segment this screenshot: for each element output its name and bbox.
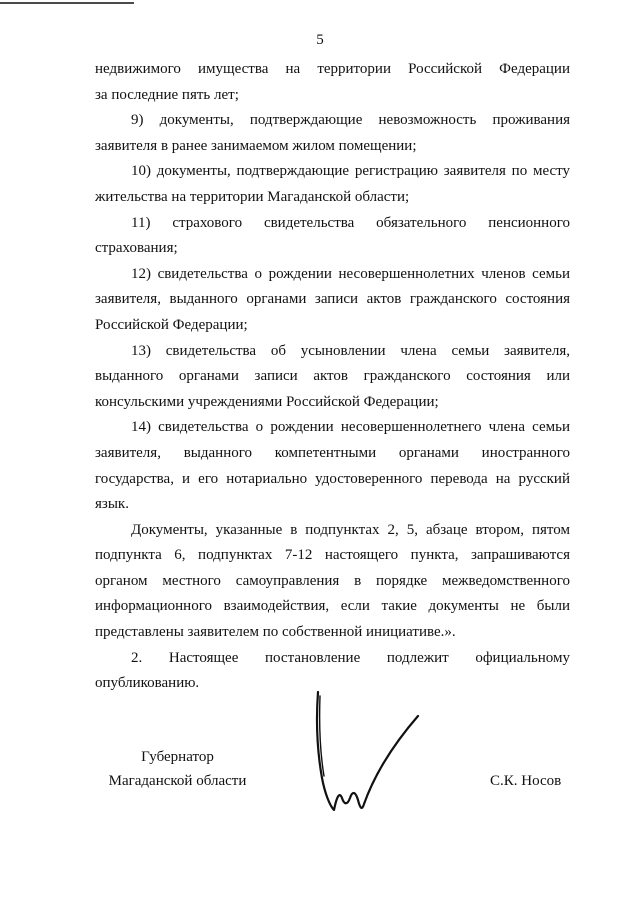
paragraph-publication: 2. Настоящее постановление подлежит официальному опубликованию. <box>95 649 570 692</box>
paragraph-item-12: 12) свидетельства о рождении несовершеннолетних членов семьи заявителя, выданного органами записи актов гражданского состояния Российской Федерации; <box>95 265 570 333</box>
signatory-title-line-1: Губернатор <box>141 749 214 765</box>
paragraph-item-14: 14) свидетельства о рождении несовершеннолетнего члена семьи заявителя, выданного компетентными органами иностранного государства, и его нотариально удостоверенного перевода на русский язык. <box>95 419 570 513</box>
signatory-title <box>95 745 260 793</box>
signatory-name: С.К. Носов <box>490 773 562 789</box>
paragraph-item-10: 10) документы, подтверждающие регистрацию заявителя по месту жительства на территории Магаданской области; <box>95 163 570 205</box>
signatory-title-line-2: Магаданской области <box>108 773 247 789</box>
top-rule <box>0 2 134 4</box>
paragraph-item-11: 11) страхового свидетельства обязательного пенсионного страхования; <box>95 214 570 257</box>
page-number: 5 <box>316 32 324 48</box>
paragraph-documents-request: Документы, указанные в подпунктах 2, 5, абзаце втором, пятом подпункта 6, подпунктах 7-12 настоящего пункта, запрашиваются органом местного самоуправления в порядке межведомственного информационного взаимодействия, если такие документы не были представлены заявителем по собственной инициативе.». <box>95 521 570 641</box>
paragraph-item-13: 13) свидетельства об усыновлении члена семьи заявителя, выданного органами записи актов гражданского состояния или консульскими учреждениями Российской Федерации; <box>95 342 570 410</box>
handwritten-signature <box>300 690 430 820</box>
paragraph-item-9: 9) документы, подтверждающие невозможность проживания заявителя в ранее занимаемом жилом помещении; <box>95 112 570 154</box>
document-body <box>95 57 570 697</box>
paragraph-continuation: недвижимого имущества на территории Российской Федерации <box>95 61 570 77</box>
paragraph-continuation-end: за последние пять лет; <box>95 86 239 103</box>
